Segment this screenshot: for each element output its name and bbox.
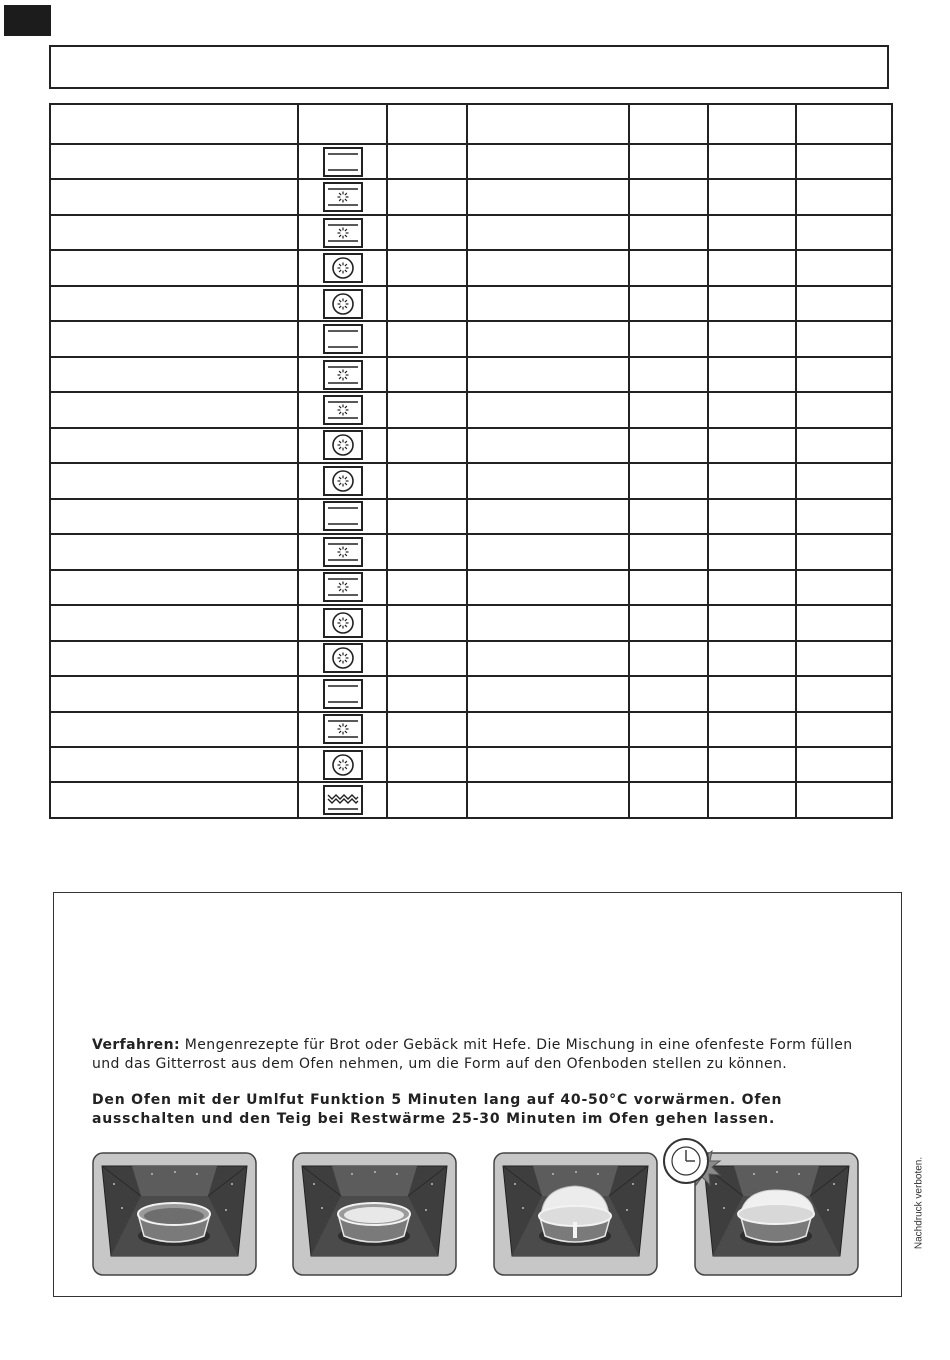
- circular-fan-icon: [323, 253, 363, 283]
- table-cell: [708, 215, 796, 250]
- fan-top-bottom-heat-icon: [323, 218, 363, 248]
- fan-top-bottom-heat-icon: [323, 360, 363, 390]
- circular-fan-icon: [323, 289, 363, 319]
- table-cell: [387, 286, 467, 321]
- table-cell: [467, 357, 629, 392]
- circular-fan-icon: [323, 608, 363, 638]
- table-cell: [796, 499, 892, 534]
- table-cell: [708, 463, 796, 498]
- table-cell: [467, 392, 629, 427]
- table-cell: [467, 534, 629, 569]
- table-row: [50, 641, 892, 676]
- table-cell: [387, 357, 467, 392]
- table-cell: [796, 250, 892, 285]
- procedure-body: Mengenrezepte für Brot oder Gebäck mit Hefe. Die Mischung in eine ofenfeste Form füllen und das Gitterrost aus dem Ofen nehmen, um die Form auf den Ofenboden stellen zu können.: [92, 1037, 853, 1072]
- step-1-illustration: [92, 1152, 257, 1276]
- table-cell: [629, 676, 708, 711]
- header-cell: [50, 104, 298, 144]
- table-cell: [629, 782, 708, 818]
- table-row: [50, 747, 892, 782]
- table-cell: [629, 250, 708, 285]
- table-cell: [50, 321, 298, 356]
- table-cell: [387, 712, 467, 747]
- header-cell: [387, 104, 467, 144]
- table-cell: [708, 676, 796, 711]
- circular-fan-icon: [323, 430, 363, 460]
- heating-mode-cell: [298, 321, 387, 356]
- table-cell: [50, 570, 298, 605]
- table-cell: [796, 321, 892, 356]
- table-cell: [50, 747, 298, 782]
- table-row: [50, 534, 892, 569]
- table-cell: [796, 428, 892, 463]
- table-cell: [387, 321, 467, 356]
- table-cell: [796, 605, 892, 640]
- table-cell: [387, 392, 467, 427]
- table-cell: [629, 286, 708, 321]
- table-cell: [387, 428, 467, 463]
- table-cell: [708, 499, 796, 534]
- table-cell: [629, 144, 708, 179]
- table-cell: [629, 357, 708, 392]
- copyright-note: Nachdruck verboten.: [913, 1156, 925, 1250]
- header-cell: [629, 104, 708, 144]
- table-cell: [467, 605, 629, 640]
- table-cell: [708, 179, 796, 214]
- heating-mode-cell: [298, 428, 387, 463]
- table-cell: [629, 463, 708, 498]
- table-row: [50, 286, 892, 321]
- table-row: [50, 499, 892, 534]
- table-cell: [708, 392, 796, 427]
- table-cell: [796, 357, 892, 392]
- table-row: [50, 676, 892, 711]
- heating-mode-cell: [298, 499, 387, 534]
- heating-mode-cell: [298, 676, 387, 711]
- table-cell: [796, 144, 892, 179]
- table-cell: [467, 641, 629, 676]
- table-cell: [796, 712, 892, 747]
- table-cell: [796, 641, 892, 676]
- heating-mode-cell: [298, 747, 387, 782]
- top-bottom-heat-icon: [323, 679, 363, 709]
- table-cell: [796, 463, 892, 498]
- table-cell: [796, 676, 892, 711]
- table-cell: [467, 144, 629, 179]
- table-cell: [629, 428, 708, 463]
- table-cell: [387, 641, 467, 676]
- table-cell: [50, 179, 298, 214]
- table-cell: [387, 534, 467, 569]
- heating-mode-cell: [298, 144, 387, 179]
- table-cell: [50, 499, 298, 534]
- table-row: [50, 144, 892, 179]
- table-cell: [708, 570, 796, 605]
- heating-mode-cell: [298, 782, 387, 818]
- table-cell: [50, 392, 298, 427]
- table-cell: [708, 782, 796, 818]
- table-cell: [629, 712, 708, 747]
- table-row: [50, 782, 892, 818]
- table-cell: [708, 712, 796, 747]
- table-row: [50, 392, 892, 427]
- table-cell: [796, 747, 892, 782]
- table-cell: [387, 570, 467, 605]
- table-cell: [467, 321, 629, 356]
- table-cell: [796, 570, 892, 605]
- table-row: [50, 570, 892, 605]
- table-cell: [629, 215, 708, 250]
- table-cell: [629, 534, 708, 569]
- table-cell: [629, 747, 708, 782]
- header-cell: [298, 104, 387, 144]
- heating-mode-cell: [298, 534, 387, 569]
- table-cell: [708, 286, 796, 321]
- procedure-text: [92, 1036, 872, 1074]
- table-cell: [796, 215, 892, 250]
- procedure-instruction: Den Ofen mit der Umlfut Funktion 5 Minuten lang auf 40-50°C vorwärmen. Ofen ausschalten und den Teig bei Restwärme 25-30 Minuten im Ofen gehen lassen.: [92, 1092, 783, 1127]
- table-cell: [467, 286, 629, 321]
- heating-mode-cell: [298, 605, 387, 640]
- heating-mode-cell: [298, 641, 387, 676]
- table-cell: [708, 250, 796, 285]
- table-cell: [50, 215, 298, 250]
- top-bottom-heat-icon: [323, 324, 363, 354]
- table-cell: [467, 250, 629, 285]
- title-box: [49, 45, 889, 89]
- table-cell: [387, 782, 467, 818]
- table-row: [50, 712, 892, 747]
- table-cell: [50, 286, 298, 321]
- top-bottom-heat-icon: [323, 147, 363, 177]
- table-cell: [50, 357, 298, 392]
- table-cell: [467, 676, 629, 711]
- heating-mode-cell: [298, 286, 387, 321]
- table-cell: [467, 179, 629, 214]
- table-cell: [467, 782, 629, 818]
- table-cell: [387, 747, 467, 782]
- table-cell: [50, 534, 298, 569]
- table-cell: [629, 392, 708, 427]
- fan-top-bottom-heat-icon: [323, 537, 363, 567]
- table-cell: [708, 605, 796, 640]
- circular-fan-icon: [323, 466, 363, 496]
- header-cell: [467, 104, 629, 144]
- table-cell: [50, 250, 298, 285]
- table-cell: [50, 144, 298, 179]
- fan-top-bottom-heat-icon: [323, 395, 363, 425]
- table-cell: [467, 215, 629, 250]
- heating-mode-cell: [298, 570, 387, 605]
- table-cell: [387, 179, 467, 214]
- step-2-illustration: [292, 1152, 457, 1276]
- table-cell: [629, 570, 708, 605]
- table-cell: [629, 179, 708, 214]
- table-row: [50, 250, 892, 285]
- grill-icon: [323, 785, 363, 815]
- table-row: [50, 179, 892, 214]
- table-cell: [796, 286, 892, 321]
- table-cell: [467, 499, 629, 534]
- table-cell: [387, 250, 467, 285]
- fan-top-bottom-heat-icon: [323, 182, 363, 212]
- table-header-row: [50, 104, 892, 144]
- table-cell: [467, 463, 629, 498]
- table-row: [50, 428, 892, 463]
- table-cell: [708, 534, 796, 569]
- table-row: [50, 215, 892, 250]
- top-bottom-heat-icon: [323, 501, 363, 531]
- baking-table: [49, 103, 893, 819]
- table-cell: [796, 782, 892, 818]
- timer-clock-icon: [662, 1135, 724, 1193]
- step-3-illustration: [493, 1152, 658, 1276]
- table-cell: [796, 392, 892, 427]
- table-cell: [467, 747, 629, 782]
- fan-top-bottom-heat-icon: [323, 572, 363, 602]
- table-cell: [708, 428, 796, 463]
- table-cell: [708, 144, 796, 179]
- table-cell: [387, 605, 467, 640]
- procedure-label: Verfahren:: [92, 1037, 180, 1053]
- table-cell: [708, 321, 796, 356]
- table-cell: [796, 179, 892, 214]
- table-cell: [629, 321, 708, 356]
- table-cell: [50, 428, 298, 463]
- fan-top-bottom-heat-icon: [323, 714, 363, 744]
- circular-fan-icon: [323, 643, 363, 673]
- table-cell: [387, 676, 467, 711]
- table-cell: [387, 463, 467, 498]
- table-row: [50, 357, 892, 392]
- table-cell: [708, 357, 796, 392]
- table-cell: [387, 499, 467, 534]
- table-cell: [50, 782, 298, 818]
- table-cell: [629, 641, 708, 676]
- table-row: [50, 321, 892, 356]
- header-cell: [708, 104, 796, 144]
- table-row: [50, 463, 892, 498]
- page-number-tab: [4, 5, 51, 36]
- heating-mode-cell: [298, 392, 387, 427]
- table-cell: [50, 641, 298, 676]
- table-cell: [50, 712, 298, 747]
- table-cell: [629, 605, 708, 640]
- table-cell: [796, 534, 892, 569]
- heating-mode-cell: [298, 463, 387, 498]
- table-cell: [387, 144, 467, 179]
- table-cell: [467, 712, 629, 747]
- heating-mode-cell: [298, 357, 387, 392]
- table-cell: [50, 605, 298, 640]
- table-cell: [50, 676, 298, 711]
- heating-mode-cell: [298, 215, 387, 250]
- table-cell: [629, 499, 708, 534]
- table-cell: [708, 747, 796, 782]
- heating-mode-cell: [298, 250, 387, 285]
- table-row: [50, 605, 892, 640]
- table-cell: [387, 215, 467, 250]
- table-cell: [50, 463, 298, 498]
- table-cell: [467, 570, 629, 605]
- heating-mode-cell: [298, 179, 387, 214]
- header-cell: [796, 104, 892, 144]
- table-cell: [708, 641, 796, 676]
- heating-mode-cell: [298, 712, 387, 747]
- circular-fan-icon: [323, 750, 363, 780]
- table-cell: [467, 428, 629, 463]
